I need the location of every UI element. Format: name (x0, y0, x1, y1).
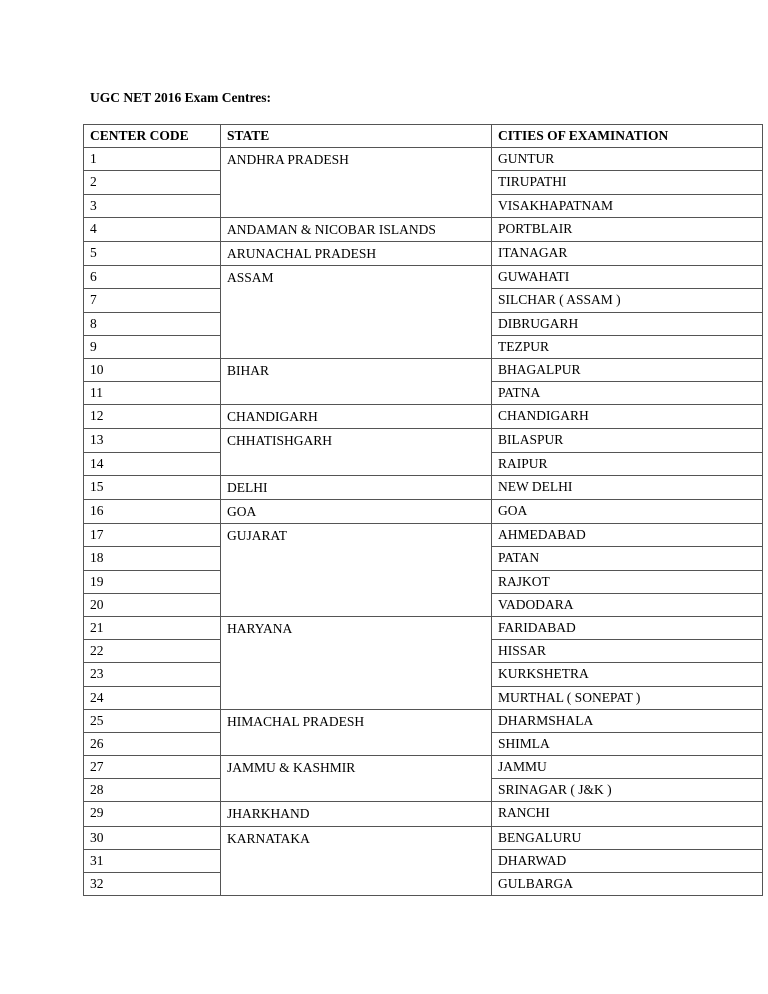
header-cities: CITIES OF EXAMINATION (492, 125, 763, 148)
city-cell: BILASPUR (492, 429, 763, 452)
table-row (84, 756, 763, 779)
center-code-cell: 26 (84, 732, 221, 755)
center-code-cell: 24 (84, 686, 221, 709)
state-cell: GOA (221, 500, 492, 524)
city-cell: HISSAR (492, 640, 763, 663)
city-cell: BHAGALPUR (492, 358, 763, 381)
center-code-cell: 8 (84, 312, 221, 335)
center-code-cell: 4 (84, 217, 221, 241)
city-cell: RAIPUR (492, 452, 763, 475)
city-cell: JAMMU (492, 756, 763, 779)
table-row (84, 709, 763, 732)
city-cell: MURTHAL ( SONEPAT ) (492, 686, 763, 709)
center-code-cell: 15 (84, 475, 221, 499)
city-cell: SRINAGAR ( J&K ) (492, 779, 763, 802)
table-header-row (84, 125, 763, 148)
city-cell: SHIMLA (492, 732, 763, 755)
state-cell: HARYANA (221, 616, 492, 709)
center-code-cell: 5 (84, 241, 221, 265)
center-code-cell: 9 (84, 335, 221, 358)
center-code-cell: 20 (84, 593, 221, 616)
center-code-cell: 12 (84, 405, 221, 429)
state-cell: HIMACHAL PRADESH (221, 709, 492, 755)
center-code-cell: 13 (84, 429, 221, 452)
city-cell: DIBRUGARH (492, 312, 763, 335)
city-cell: PORTBLAIR (492, 217, 763, 241)
table-row (84, 266, 763, 289)
center-code-cell: 22 (84, 640, 221, 663)
table-row (84, 241, 763, 265)
center-code-cell: 23 (84, 663, 221, 686)
state-cell: BIHAR (221, 358, 492, 404)
table-row (84, 616, 763, 639)
city-cell: TEZPUR (492, 335, 763, 358)
city-cell: GOA (492, 500, 763, 524)
center-code-cell: 11 (84, 382, 221, 405)
city-cell: DHARMSHALA (492, 709, 763, 732)
center-code-cell: 32 (84, 873, 221, 896)
center-code-cell: 27 (84, 756, 221, 779)
state-cell: ANDHRA PRADESH (221, 148, 492, 218)
center-code-cell: 16 (84, 500, 221, 524)
city-cell: VADODARA (492, 593, 763, 616)
center-code-cell: 30 (84, 826, 221, 849)
center-code-cell: 28 (84, 779, 221, 802)
table-row (84, 217, 763, 241)
city-cell: GULBARGA (492, 873, 763, 896)
table-row (84, 429, 763, 452)
center-code-cell: 2 (84, 171, 221, 194)
city-cell: DHARWAD (492, 849, 763, 872)
center-code-cell: 1 (84, 148, 221, 171)
city-cell: GUNTUR (492, 148, 763, 171)
state-cell: GUJARAT (221, 524, 492, 617)
state-cell: JAMMU & KASHMIR (221, 756, 492, 802)
city-cell: NEW DELHI (492, 475, 763, 499)
center-code-cell: 18 (84, 547, 221, 570)
city-cell: PATAN (492, 547, 763, 570)
city-cell: GUWAHATI (492, 266, 763, 289)
table-row (84, 500, 763, 524)
city-cell: FARIDABAD (492, 616, 763, 639)
city-cell: KURKSHETRA (492, 663, 763, 686)
city-cell: AHMEDABAD (492, 524, 763, 547)
center-code-cell: 10 (84, 358, 221, 381)
state-cell: DELHI (221, 475, 492, 499)
center-code-cell: 19 (84, 570, 221, 593)
center-code-cell: 6 (84, 266, 221, 289)
city-cell: RANCHI (492, 802, 763, 826)
state-cell: CHANDIGARH (221, 405, 492, 429)
state-cell: ASSAM (221, 266, 492, 359)
city-cell: PATNA (492, 382, 763, 405)
state-cell: ANDAMAN & NICOBAR ISLANDS (221, 217, 492, 241)
table-row (84, 802, 763, 826)
state-cell: JHARKHAND (221, 802, 492, 826)
center-code-cell: 29 (84, 802, 221, 826)
center-code-cell: 7 (84, 289, 221, 312)
city-cell: TIRUPATHI (492, 171, 763, 194)
city-cell: RAJKOT (492, 570, 763, 593)
center-code-cell: 3 (84, 194, 221, 217)
state-cell: ARUNACHAL PRADESH (221, 241, 492, 265)
table-row (84, 148, 763, 171)
center-code-cell: 25 (84, 709, 221, 732)
center-code-cell: 17 (84, 524, 221, 547)
city-cell: SILCHAR ( ASSAM ) (492, 289, 763, 312)
page-title: UGC NET 2016 Exam Centres: (90, 90, 271, 105)
city-cell: BENGALURU (492, 826, 763, 849)
exam-centres-table (83, 124, 763, 896)
city-cell: ITANAGAR (492, 241, 763, 265)
table-row (84, 405, 763, 429)
city-cell: CHANDIGARH (492, 405, 763, 429)
city-cell: VISAKHAPATNAM (492, 194, 763, 217)
header-state: STATE (221, 125, 492, 148)
center-code-cell: 31 (84, 849, 221, 872)
table-row (84, 475, 763, 499)
table-row (84, 358, 763, 381)
table-row (84, 826, 763, 849)
center-code-cell: 14 (84, 452, 221, 475)
state-cell: CHHATISHGARH (221, 429, 492, 475)
table-body (84, 148, 763, 896)
center-code-cell: 21 (84, 616, 221, 639)
table-row (84, 524, 763, 547)
state-cell: KARNATAKA (221, 826, 492, 896)
header-center-code: CENTER CODE (84, 125, 221, 148)
